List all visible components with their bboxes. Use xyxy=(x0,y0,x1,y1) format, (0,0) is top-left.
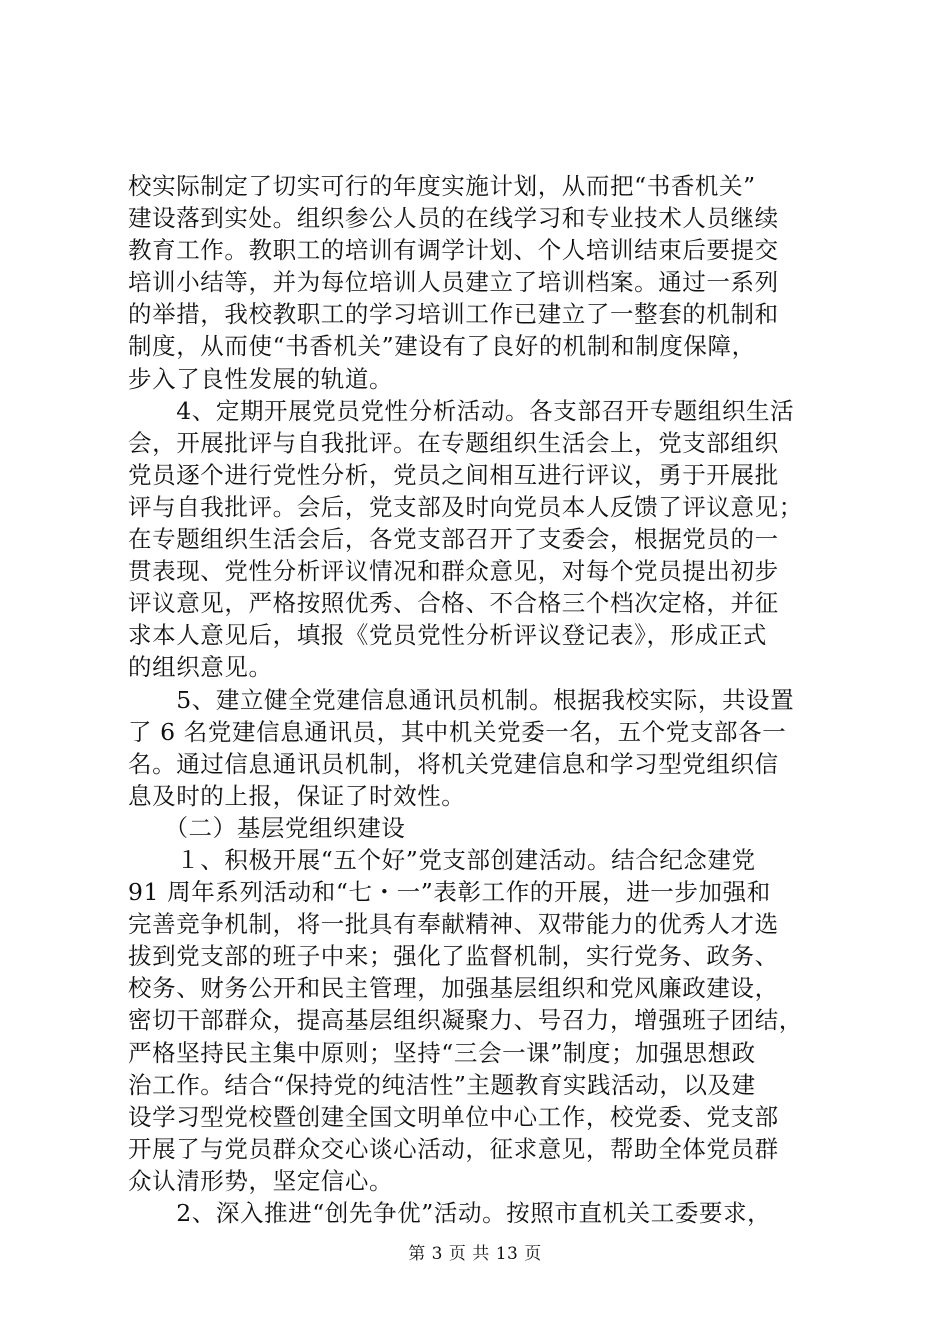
text-line: 校实际制定了切实可行的年度实施计划，从而把“书香机关” xyxy=(128,172,756,200)
text-line: 了 6 名党建信息通讯员，其中机关党委一名，五个党支部各一 xyxy=(128,717,787,746)
text-line: 的举措，我校教职工的学习培训工作已建立了一整套的机制和 xyxy=(128,300,779,329)
text-line: 建设落到实处。组织参公人员的在线学习和专业技术人员继续 xyxy=(128,204,779,233)
text-line: 评议意见，严格按照优秀、合格、不合格三个档次定格，并征 xyxy=(128,589,779,618)
text-line: 5、建立健全党建信息通讯员机制。根据我校实际，共设置 xyxy=(128,685,795,714)
text-line: 91 周年系列活动和“七・一”表彰工作的开展，进一步加强和 xyxy=(128,878,771,907)
text-line: 的组织意见。 xyxy=(128,653,273,682)
text-line: 众认清形势，坚定信心。 xyxy=(128,1166,394,1195)
text-line: 名。通过信息通讯员机制，将机关党建信息和学习型党组织信 xyxy=(128,749,779,778)
text-line: 开展了与党员群众交心谈心活动，征求意见，帮助全体党员群 xyxy=(128,1134,779,1163)
page-footer: 第 3 页 共 13 页 xyxy=(408,1244,542,1264)
text-line: 严格坚持民主集中原则；坚持“三会一课”制度；加强思想政 xyxy=(128,1038,756,1067)
text-line: 完善竞争机制，将一批具有奉献精神、双带能力的优秀人才选 xyxy=(128,910,779,939)
text-line: 贯表现、党性分析评议情况和群众意见，对每个党员提出初步 xyxy=(128,557,779,586)
text-line: 设学习型党校暨创建全国文明单位中心工作，校党委、党支部 xyxy=(128,1102,779,1131)
text-line: １、积极开展“五个好”党支部创建活动。结合纪念建党 xyxy=(128,845,756,874)
text-line: 培训小结等，并为每位培训人员建立了培训档案。通过一系列 xyxy=(128,268,779,297)
text-line: 4、定期开展党员党性分析活动。各支部召开专题组织生活 xyxy=(128,396,795,425)
text-line: 治工作。结合“保持党的纯洁性”主题教育实践活动，以及建 xyxy=(128,1070,756,1099)
text-line: 密切干部群众，提高基层组织凝聚力、号召力，增强班子团结， xyxy=(128,1006,803,1035)
text-line: 制度，从而使“书香机关”建设有了良好的机制和制度保障， xyxy=(128,332,756,361)
text-line: （二）基层党组织建设 xyxy=(128,813,406,842)
text-line: 党员逐个进行党性分析，党员之间相互进行评议，勇于开展批 xyxy=(128,460,779,489)
text-line: 拔到党支部的班子中来；强化了监督机制，实行党务、政务、 xyxy=(128,942,779,971)
text-line: 会，开展批评与自我批评。在专题组织生活会上，党支部组织 xyxy=(128,428,779,457)
text-line: 在专题组织生活会后，各党支部召开了支委会，根据党员的一 xyxy=(128,525,779,554)
text-line: 2、深入推进“创先争优”活动。按照市直机关工委要求， xyxy=(128,1199,772,1227)
text-line: 息及时的上报，保证了时效性。 xyxy=(128,781,466,810)
text-line: 评与自我批评。会后，党支部及时向党员本人反馈了评议意见； xyxy=(128,492,803,521)
text-line: 步入了良性发展的轨道。 xyxy=(128,364,394,393)
text-line: 求本人意见后，填报《党员党性分析评议登记表》，形成正式 xyxy=(128,621,767,650)
text-line: 校务、财务公开和民主管理，加强基层组织和党风廉政建设， xyxy=(128,974,779,1003)
text-line: 教育工作。教职工的培训有调学计划、个人培训结束后要提交 xyxy=(128,236,779,265)
document-body xyxy=(128,170,828,1229)
